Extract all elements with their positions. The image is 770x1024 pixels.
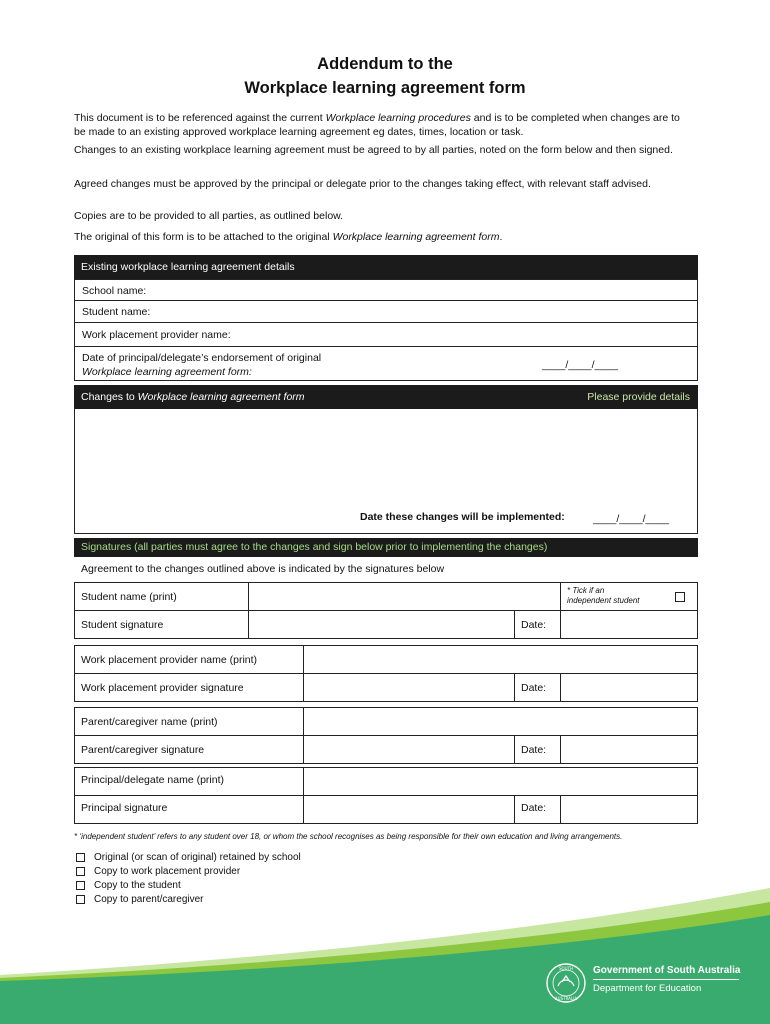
provider-signature-row-label: Work placement provider signature [74, 673, 304, 702]
principal-name-input[interactable] [303, 767, 698, 796]
department-name: Department for Education [593, 983, 702, 994]
copy-item-school[interactable]: Original (or scan of original) retained by school [76, 851, 476, 865]
logo-divider [593, 979, 739, 980]
independent-student-footnote: * ‘independent student’ refers to any student over 18, or whom the school recognises as being responsible for their own education and living arrangements. [74, 832, 623, 841]
copy-item-provider[interactable]: Copy to work placement provider [76, 865, 476, 879]
endorsement-date-blank[interactable]: ____/____/____ [542, 359, 618, 371]
page-title-line1: Addendum to the [317, 55, 453, 73]
independent-student-cell [560, 582, 698, 611]
endorsement-form-label: Workplace learning agreement form: [82, 366, 252, 378]
government-name: Government of South Australia [593, 965, 741, 976]
parent-name-row-label: Parent/caregiver name (print) [74, 707, 304, 736]
checkbox-icon[interactable] [76, 853, 85, 862]
tick-note-line1: * Tick if an [567, 586, 605, 595]
intro-paragraph-2: Changes to an existing workplace learning agreement must be agreed to by all parties, noted on the form below and then signed. [74, 144, 673, 156]
independent-student-checkbox[interactable] [675, 592, 685, 602]
government-logo [545, 962, 745, 1004]
implementation-date-blank[interactable]: ____/____/____ [593, 513, 669, 525]
parent-name-input[interactable] [303, 707, 698, 736]
provide-details-note: Please provide details [587, 391, 690, 403]
checkbox-icon[interactable] [76, 867, 85, 876]
student-date-label: Date: [514, 610, 561, 639]
intro-paragraph-4: Copies are to be provided to all parties, as outlined below. [74, 210, 344, 222]
principal-date-input[interactable] [560, 795, 698, 824]
provider-name-row-label: Work placement provider name (print) [74, 645, 304, 674]
provider-date-input[interactable] [560, 673, 698, 702]
provider-date-label: Date: [514, 673, 561, 702]
endorsement-date-label: Date of principal/delegate’s endorsement of original [82, 352, 322, 364]
signatures-section-header: Signatures (all parties must agree to the changes and sign below prior to implementing the changes) [74, 538, 698, 557]
provider-name-label: Work placement provider name: [82, 329, 231, 341]
endorsement-date-field[interactable] [74, 347, 698, 381]
student-signature-input[interactable] [248, 610, 515, 639]
parent-signature-input[interactable] [303, 735, 515, 764]
student-name-field[interactable] [74, 301, 698, 323]
student-date-input[interactable] [560, 610, 698, 639]
copy-item-student[interactable]: Copy to the student [76, 879, 476, 893]
provider-signature-input[interactable] [303, 673, 515, 702]
svg-text:AUSTRALIA: AUSTRALIA [554, 996, 578, 1001]
copy-item-parent[interactable]: Copy to parent/caregiver [76, 893, 476, 907]
provider-name-field[interactable] [74, 323, 698, 347]
principal-signature-input[interactable] [303, 795, 515, 824]
crest-icon [545, 962, 587, 1004]
principal-name-row-label: Principal/delegate name (print) [74, 767, 304, 796]
intro-paragraph-5: The original of this form is to be attached to the original Workplace learning agreement form. [74, 231, 503, 243]
changes-section-header: Changes to Workplace learning agreement form Please provide details [74, 385, 698, 409]
student-name-row-label: Student name (print) [74, 582, 249, 611]
provider-name-input[interactable] [303, 645, 698, 674]
intro-paragraph-3: Agreed changes must be approved by the principal or delegate prior to the changes taking effect, with relevant staff advised. [74, 178, 651, 190]
page-title-line2: Workplace learning agreement form [244, 79, 526, 97]
tick-note-line2: independent student [567, 596, 640, 605]
student-name-label: Student name: [82, 306, 151, 318]
school-name-field[interactable] [74, 279, 698, 301]
school-name-label: School name: [82, 285, 147, 297]
crest-text: SOUTH [558, 966, 574, 971]
principal-date-label: Date: [514, 795, 561, 824]
intro-paragraph-1: This document is to be referenced against the current Workplace learning procedures and is to be completed when changes are to be made to an existing approved workplace learning agreement eg dates, times, location or task. [74, 112, 680, 138]
student-signature-row-label: Student signature [74, 610, 249, 639]
principal-signature-row-label: Principal signature [74, 795, 304, 824]
existing-section-header: Existing workplace learning agreement details [74, 255, 698, 279]
parent-date-input[interactable] [560, 735, 698, 764]
parent-date-label: Date: [514, 735, 561, 764]
changes-details-area[interactable] [74, 409, 698, 534]
implementation-date-label: Date these changes will be implemented: [360, 511, 565, 523]
agreement-statement: Agreement to the changes outlined above is indicated by the signatures below [81, 563, 445, 575]
student-name-input[interactable] [248, 582, 561, 611]
parent-signature-row-label: Parent/caregiver signature [74, 735, 304, 764]
